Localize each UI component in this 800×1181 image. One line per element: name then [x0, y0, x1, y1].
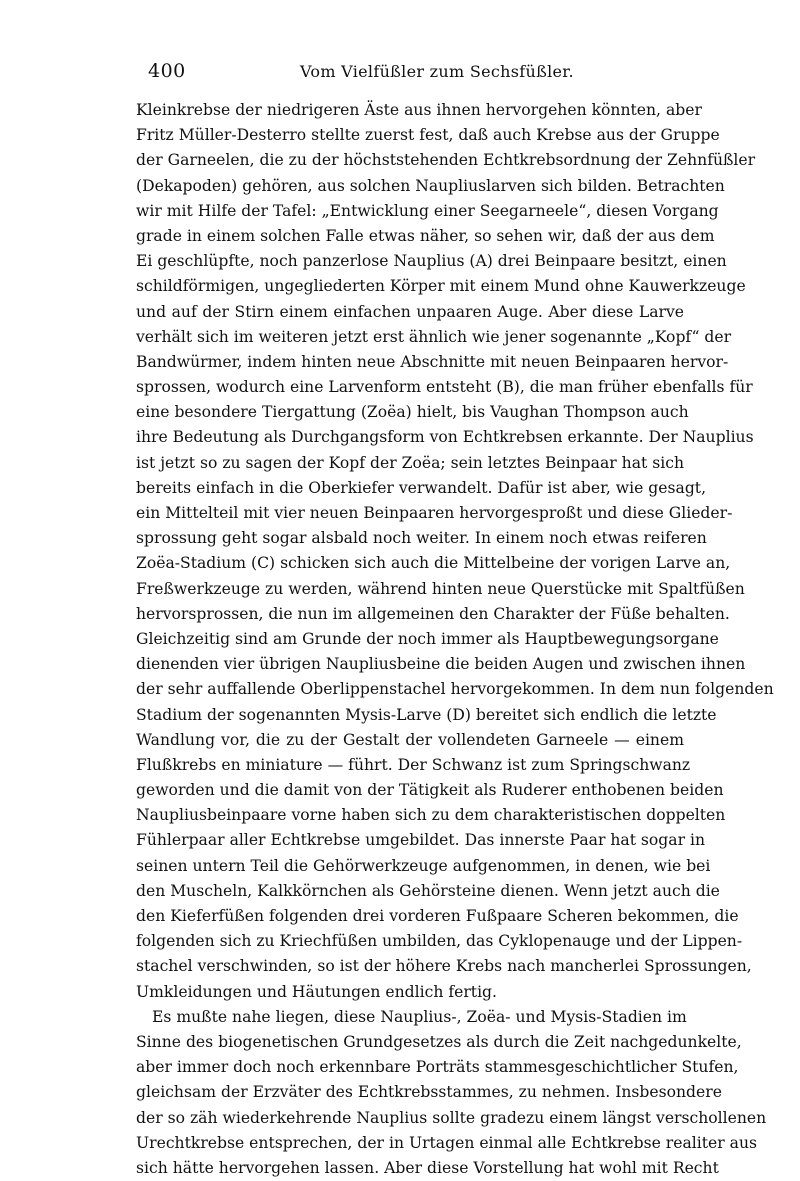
text-line: Zoëa-Stadium (C) schicken sich auch die Mittelbeine der vorigen Larve an, [136, 554, 731, 573]
text-line: bereits einfach in die Oberkiefer verwandelt. Dafür ist aber, wie gesagt, [136, 478, 707, 497]
text-line: eine besondere Tiergattung (Zoëa) hielt, bis Vaughan Thompson auch [136, 403, 689, 422]
text-line: Fritz Müller-Desterro stellte zuerst fest, daß auch Krebse aus der Gruppe [136, 126, 720, 145]
text-line: Wandlung vor, die zu der Gestalt der vollendeten Garneele — einem [136, 730, 684, 749]
text-line: den Kieferfüßen folgenden drei vorderen Fußpaare Scheren bekommen, die [136, 907, 739, 925]
text-line: geworden und die damit von der Tätigkeit als Ruderer enthobenen beiden [136, 781, 724, 800]
page-number: 400 [148, 60, 186, 82]
text-line: Fühlerpaar aller Echtkrebse umgebildet. Das innerste Paar hat sogar in [136, 831, 706, 850]
text-line: schildförmigen, ungegliederten Körper mit einem Mund ohne Kauwerkzeuge [136, 277, 746, 296]
body-text [136, 98, 774, 1181]
text-line: Sinne des biogenetischen Grundgesetzes als durch die Zeit nachgedunkelte, [136, 1032, 742, 1051]
text-line: Gleichzeitig sind am Grunde der noch immer als Hauptbewegungsorgane [136, 629, 719, 648]
text-line: gleichsam der Erzväter des Echtkrebsstammes, zu nehmen. Insbesondere [136, 1083, 722, 1102]
text-line: sprossung geht sogar alsbald noch weiter. In einem noch etwas reiferen [136, 529, 707, 548]
text-line: (Dekapoden) gehören, aus solchen Naupliuslarven sich bilden. Betrachten [136, 176, 725, 195]
text-line: verhält sich im weiteren jetzt erst ähnlich wie jener sogenannte „Kopf“ der [136, 327, 732, 346]
text-line: Umkleidungen und Häutungen endlich fertig. [136, 982, 497, 1001]
text-line: ein Mittelteil mit vier neuen Beinpaaren hervorgesproßt und diese Glieder- [136, 504, 733, 522]
text-line: Es mußte nahe liegen, diese Nauplius-, Zoëa- und Mysis-Stadien im [152, 1007, 687, 1026]
text-line: wir mit Hilfe der Tafel: „Entwicklung einer Seegarneele“, diesen Vorgang [136, 201, 719, 220]
text-line: aber immer doch noch erkennbare Porträts stammesgeschichtlicher Stufen, [136, 1058, 739, 1077]
text-line: ist jetzt so zu sagen der Kopf der Zoëa; sein letztes Beinpaar hat sich [136, 453, 684, 472]
text-line: sprossen, wodurch eine Larvenform entsteht (B), die man früher ebenfalls für [136, 378, 753, 397]
text-line: sich hätte hervorgehen lassen. Aber diese Vorstellung hat wohl mit Recht [136, 1158, 719, 1177]
running-title: Vom Vielfüßler zum Sechsfüßler. [300, 62, 574, 81]
text-line: den Muscheln, Kalkkörnchen als Gehörsteine dienen. Wenn jetzt auch die [136, 881, 720, 900]
text-line: Flußkrebs en miniature — führt. Der Schwanz ist zum Springschwanz [136, 755, 691, 774]
text-line: Bandwürmer, indem hinten neue Abschnitte mit neuen Beinpaaren hervor- [136, 352, 729, 371]
text-line: der Garneelen, die zu der höchststehenden Echtkrebsordnung der Zehnfüßler [136, 151, 756, 170]
page-header [148, 60, 693, 90]
text-line: Stadium der sogenannten Mysis-Larve (D) bereitet sich endlich die letzte [136, 705, 717, 724]
paragraph [136, 98, 774, 1005]
text-line: hervorsprossen, die nun im allgemeinen den Charakter der Füße behalten. [136, 604, 730, 623]
text-line: Freßwerkzeuge zu werden, während hinten neue Querstücke mit Spaltfüßen [136, 579, 745, 598]
text-line: Kleinkrebse der niedrigeren Äste aus ihnen hervorgehen könnten, aber [136, 101, 702, 119]
text-line: ihre Bedeutung als Durchgangsform von Echtkrebsen erkannte. Der Nauplius [136, 428, 754, 447]
text-line: dienenden vier übrigen Naupliusbeine die beiden Augen und zwischen ihnen [136, 655, 746, 674]
text-line: stachel verschwinden, so ist der höhere Krebs nach mancherlei Sprossungen, [136, 957, 752, 976]
text-line: der so zäh wiederkehrende Nauplius sollte gradezu einem längst verschollenen [136, 1108, 767, 1127]
text-line: Ei geschlüpfte, noch panzerlose Nauplius (A) drei Beinpaare besitzt, einen [136, 252, 727, 271]
text-line: der sehr auffallende Oberlippenstachel hervorgekommen. In dem nun folgenden [136, 680, 774, 699]
text-line: Naupliusbeinpaare vorne haben sich zu dem charakteristischen doppelten [136, 806, 726, 825]
paragraph [136, 1005, 767, 1181]
text-line: seinen untern Teil die Gehörwerkzeuge aufgenommen, in denen, wie bei [136, 856, 711, 875]
text-line: folgenden sich zu Kriechfüßen umbilden, das Cyklopenauge und der Lippen- [136, 932, 743, 951]
text-line: und auf der Stirn einem einfachen unpaaren Auge. Aber diese Larve [136, 302, 684, 321]
text-line: Urechtkrebse entsprechen, der in Urtagen einmal alle Echtkrebse realiter aus [136, 1133, 757, 1152]
text-line: grade in einem solchen Falle etwas näher, so sehen wir, daß der aus dem [136, 226, 715, 245]
